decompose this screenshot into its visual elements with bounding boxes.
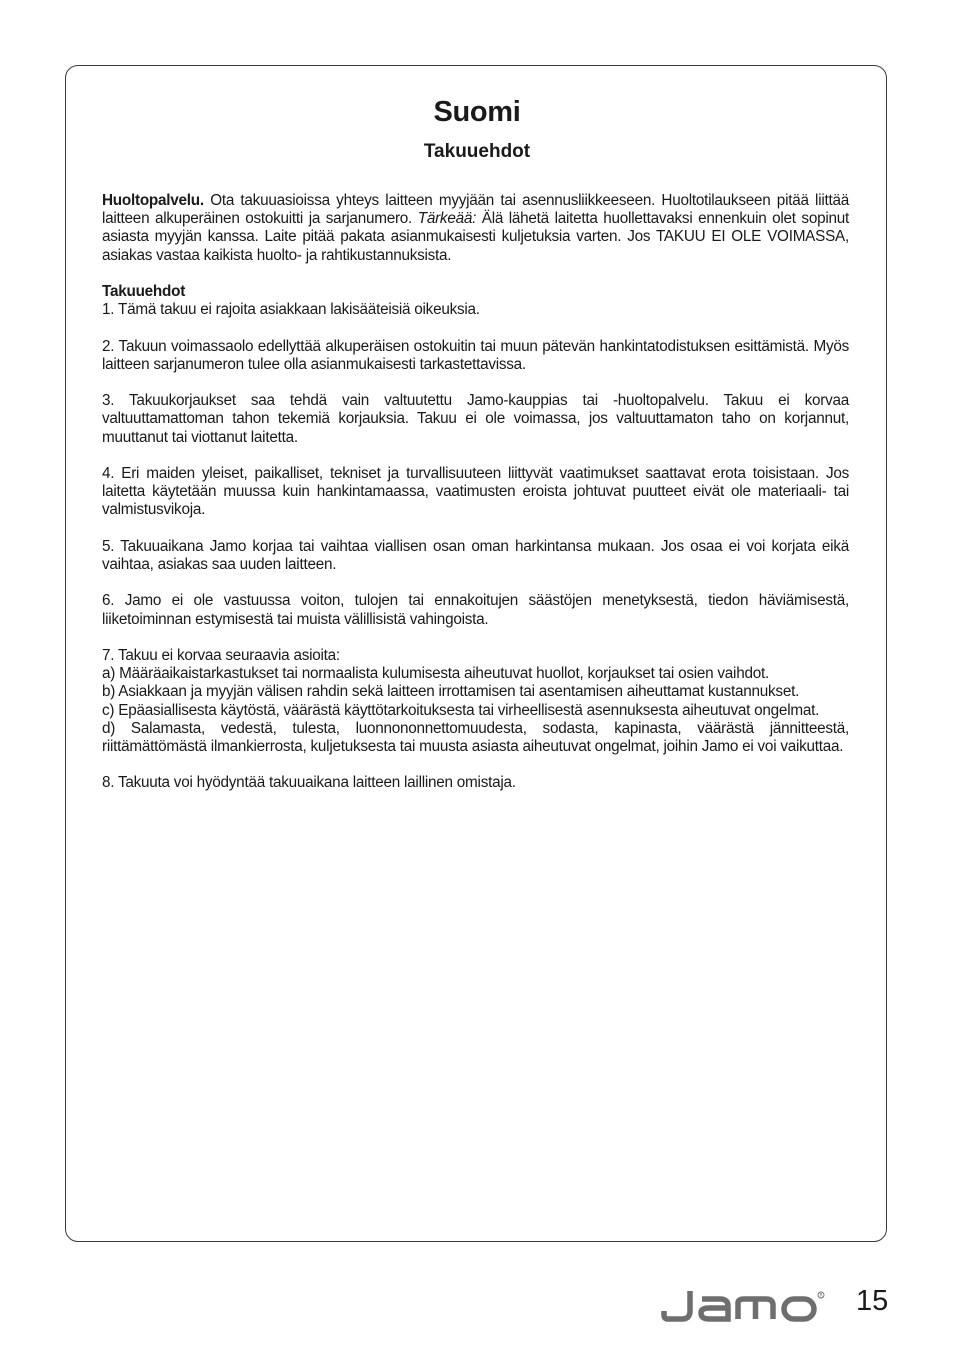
- service-text-2: Älä lähetä laitetta huollettavaksi ennenkuin olet sopinut asiasta myyjän kanssa. Laite pitää pakata asianmukaisesti kuljetuksia varten. Jos TAKUU EI OLE VOIMASSA, asiakas vastaa kaikista huolto- ja rahtikustannuksista.: [102, 210, 850, 264]
- jamo-logo: [660, 1284, 826, 1324]
- service-heading: Huoltopalvelu.: [102, 192, 204, 209]
- term-item-7-a: a) Määräaikaistarkastukset tai normaalista kulumisesta aiheutuvat huollot, korjaukset tai osien vaihdot.: [102, 665, 769, 683]
- warranty-text: [102, 192, 849, 811]
- term-item-4: 4. Eri maiden yleiset, paikalliset, tekniset ja turvallisuuteen liittyvät vaatimukset saattavat erota toisistaan. Jos laitetta käytetään muussa kuin hankintamaassa, vaatimusten eroista johtuvat puutteet eivät ole materiaali- tai valmistusvikoja.: [102, 464, 849, 519]
- term-item-2: 2. Takuun voimassaolo edellyttää alkuperäisen ostokuitin tai muun pätevän hankintatodistuksen esittämistä. Myös laitteen sarjanumeron tulee olla asianmukaisesti tarkastettavissa.: [102, 337, 849, 373]
- term-item-7-b: b) Asiakkaan ja myyjän välisen rahdin sekä laitteen irrottamisen tai asentamisen aiheuttamat kustannukset.: [102, 683, 800, 701]
- service-text-1: Ota takuuasioissa yhteys laitteen myyjään tai asennusliikkeeseen. Huoltotilaukseen pitää liittää laitteen alkuperäinen ostokuitti ja sarjanumero.: [102, 192, 849, 228]
- term-item-7-d: d) Salamasta, vedestä, tulesta, luonnononnettomuudesta, sodasta, kapinasta, väärästä jännitteestä, riittämättömästä ilmankierrosta, kuljetuksesta tai muusta asiasta aiheutuvat ongelmat, joihin Jamo ei voi vaikuttaa.: [102, 719, 849, 755]
- term-item-6: 6. Jamo ei ole vastuussa voiton, tulojen tai ennakoitujen säästöjen menetyksestä, tiedon häviämisestä, liiketoiminnan estymisestä tai muista välillisistä vahingoista.: [102, 592, 849, 628]
- page-subtitle: Takuuehdot: [423, 141, 531, 162]
- page-title: Suomi: [433, 96, 521, 128]
- term-item-3: 3. Takuukorjaukset saa tehdä vain valtuutettu Jamo-kauppias tai -huoltopalvelu. Takuu ei korvaa valtuuttamattoman tahon tekemiä korjauksia. Takuu ei ole voimassa, jos valtuuttamaton taho on korjannut, muuttanut tai viottanut laitetta.: [102, 392, 849, 446]
- service-paragraph: [102, 192, 849, 265]
- term-item-8: 8. Takuuta voi hyödyntää takuuaikana laitteen laillinen omistaja.: [102, 774, 516, 792]
- term-item-5: 5. Takuuaikana Jamo korjaa tai vaihtaa viallisen osan oman harkintansa mukaan. Jos osaa ei voi korjata eikä vaihtaa, asiakas saa uuden laitteen.: [102, 537, 849, 573]
- term-item-7-intro: 7. Takuu ei korvaa seuraavia asioita:: [102, 646, 340, 664]
- term-item-1: 1. Tämä takuu ei rajoita asiakkaan lakisääteisiä oikeuksia.: [102, 301, 480, 319]
- page-number: 15: [856, 1285, 889, 1317]
- svg-text:R: R: [819, 1293, 823, 1299]
- important-label: Tärkeää:: [417, 210, 477, 228]
- term-item-7: [102, 647, 849, 756]
- term-item-7-c: c) Epäasiallisesta käytöstä, väärästä käyttötarkoituksesta tai virheellisestä asennuksesta aiheutuvat ongelmat.: [102, 701, 820, 719]
- terms-heading: Takuuehdot: [102, 283, 186, 300]
